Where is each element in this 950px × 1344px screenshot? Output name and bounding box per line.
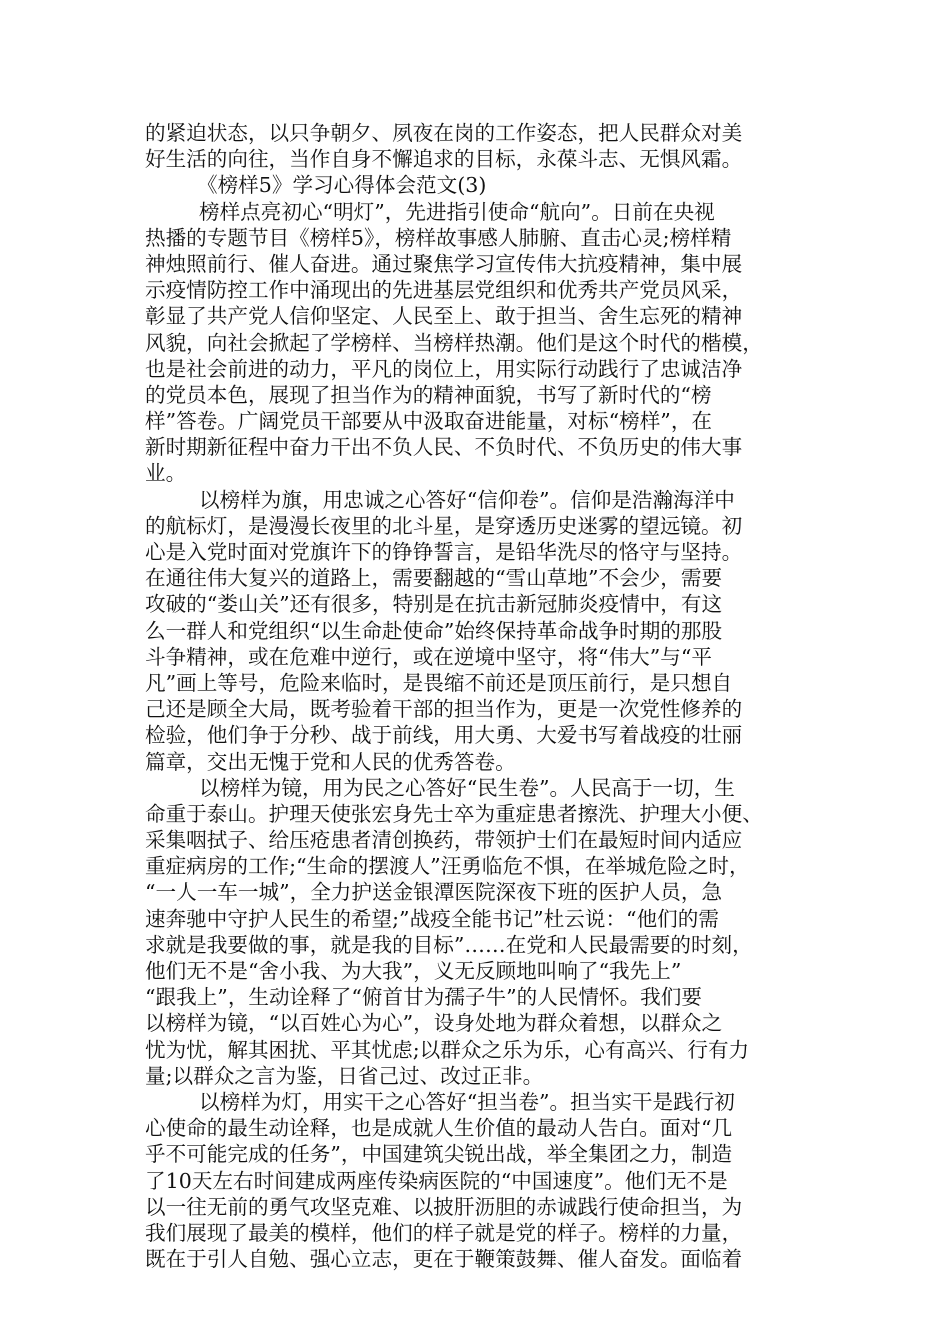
text-line: 也是社会前进的动力，平凡的岗位上，用实际行动践行了忠诚洁净	[145, 356, 743, 381]
document-body	[145, 120, 825, 1272]
text-line: 篇章，交出无愧于党和人民的优秀答卷。	[145, 749, 516, 774]
text-line: 乎不可能完成的任务”，中国建筑尖锐出战，举全集团之力，制造	[145, 1142, 733, 1167]
paragraph-first-line: 榜样点亮初心“明灯”，先进指引使命“航向”。日前在央视	[199, 199, 715, 224]
text-line: 采集咽拭子、给压疮患者清创换药，带领护士们在最短时间内适应	[145, 828, 743, 853]
paragraph-first-line: 以榜样为灯，用实干之心答好“担当卷”。担当实干是践行初	[199, 1089, 735, 1114]
text-line: 心使命的最生动诠释，也是成就人生价值的最动人告白。面对“几	[145, 1116, 733, 1141]
text-line: 样”答卷。广阔党员干部要从中汲取奋进能量，对标“榜样”，在	[145, 409, 713, 434]
text-line: 好生活的向往，当作自身不懈追求的目标，永葆斗志、无惧风霜。	[145, 147, 743, 172]
text-line: 的党员本色，展现了担当作为的精神面貌，书写了新时代的“榜	[145, 382, 712, 407]
text-line: “一人一车一城”，全力护送金银潭医院深夜下班的医护人员，急	[145, 880, 723, 905]
text-line: 命重于泰山。护理天使张宏身先士卒为重症患者擦洗、护理大小便、	[145, 801, 763, 826]
text-line: 以一往无前的勇气攻坚克难、以披肝沥胆的赤诚践行使命担当，为	[145, 1194, 743, 1219]
text-line: 凡”画上等号，危险来临时，是畏缩不前还是顶压前行，是只想自	[145, 670, 733, 695]
text-line: 的紧迫状态，以只争朝夕、夙夜在岗的工作姿态，把人民群众对美	[145, 121, 743, 145]
paragraph-first-line: 以榜样为旗，用忠诚之心答好“信仰卷”。信仰是浩瀚海洋中	[199, 487, 735, 512]
text-line: 了10天左右时间建成两座传染病医院的“中国速度”。他们无不是	[145, 1168, 728, 1193]
text-line: 热播的专题节目《榜样5》，榜样故事感人肺腑、直击心灵;榜样精	[145, 225, 732, 250]
section-subtitle: 《榜样5》学习心得体会范文(3)	[197, 173, 487, 198]
text-line: 重症病房的工作;“生命的摆渡人”汪勇临危不惧，在举城危险之时，	[145, 854, 750, 879]
text-line: 攻破的“娄山关”还有很多，特别是在抗击新冠肺炎疫情中，有这	[145, 592, 723, 617]
text-line: 速奔驰中守护人民生的希望;”战疫全能书记”杜云说：“他们的需	[145, 906, 719, 931]
text-line: 他们无不是“舍小我、为大我”，义无反顾地叫响了“我先上”	[145, 959, 682, 983]
text-line: 既在于引人自勉、强心立志，更在于鞭策鼓舞、催人奋发。面临着	[145, 1247, 743, 1272]
text-line: 求就是我要做的事，就是我的目标”……在党和人民最需要的时刻，	[145, 932, 753, 957]
text-line: 彰显了共产党人信仰坚定、人民至上、敢于担当、舍生忘死的精神	[145, 304, 743, 329]
text-line: 么一群人和党组织“以生命赴使命”始终保持革命战争时期的那股	[145, 618, 723, 643]
text-line: 业。	[145, 461, 187, 486]
text-line: 风貌，向社会掀起了学榜样、当榜样热潮。他们是这个时代的楷模，	[145, 330, 763, 355]
text-line: 我们展现了最美的模样，他们的样子就是党的样子。榜样的力量，	[145, 1220, 743, 1245]
text-line: 忧为忧，解其困扰、平其忧虑;以群众之乐为乐，心有高兴、行有力	[145, 1037, 750, 1062]
text-line: 心是入党时面对党旗许下的铮铮誓言，是铅华洗尽的恪守与坚持。	[145, 540, 743, 564]
text-line: 以榜样为镜，“以百姓心为心”，设身处地为群众着想，以群众之	[145, 1011, 723, 1036]
text-line: 新时期新征程中奋力干出不负人民、不负时代、不负历史的伟大事	[145, 435, 743, 460]
text-line: 在通往伟大复兴的道路上，需要翻越的“雪山草地”不会少，需要	[145, 566, 723, 591]
text-line: 检验，他们争于分秒、战于前线，用大勇、大爱书写着战疫的壮丽	[145, 723, 743, 748]
text-line: 量;以群众之言为鉴，日省己过、改过正非。	[145, 1063, 544, 1088]
text-line: 斗争精神，或在危难中逆行，或在逆境中坚守，将“伟大”与“平	[145, 644, 713, 669]
paragraph-first-line: 以榜样为镜，用为民之心答好“民生卷”。人民高于一切，生	[199, 775, 735, 800]
text-line: 的航标灯，是漫漫长夜里的北斗星，是穿透历史迷雾的望远镜。初	[145, 513, 743, 538]
text-line: 示疫情防控工作中涌现出的先进基层党组织和优秀共产党员风采，	[145, 278, 743, 303]
text-line: “跟我上”，生动诠释了“俯首甘为孺子牛”的人民情怀。我们要	[145, 985, 702, 1010]
text-line: 己还是顾全大局，既考验着干部的担当作为，更是一次党性修养的	[145, 697, 743, 722]
text-line: 神烛照前行、催人奋进。通过聚焦学习宣传伟大抗疫精神，集中展	[145, 251, 743, 276]
